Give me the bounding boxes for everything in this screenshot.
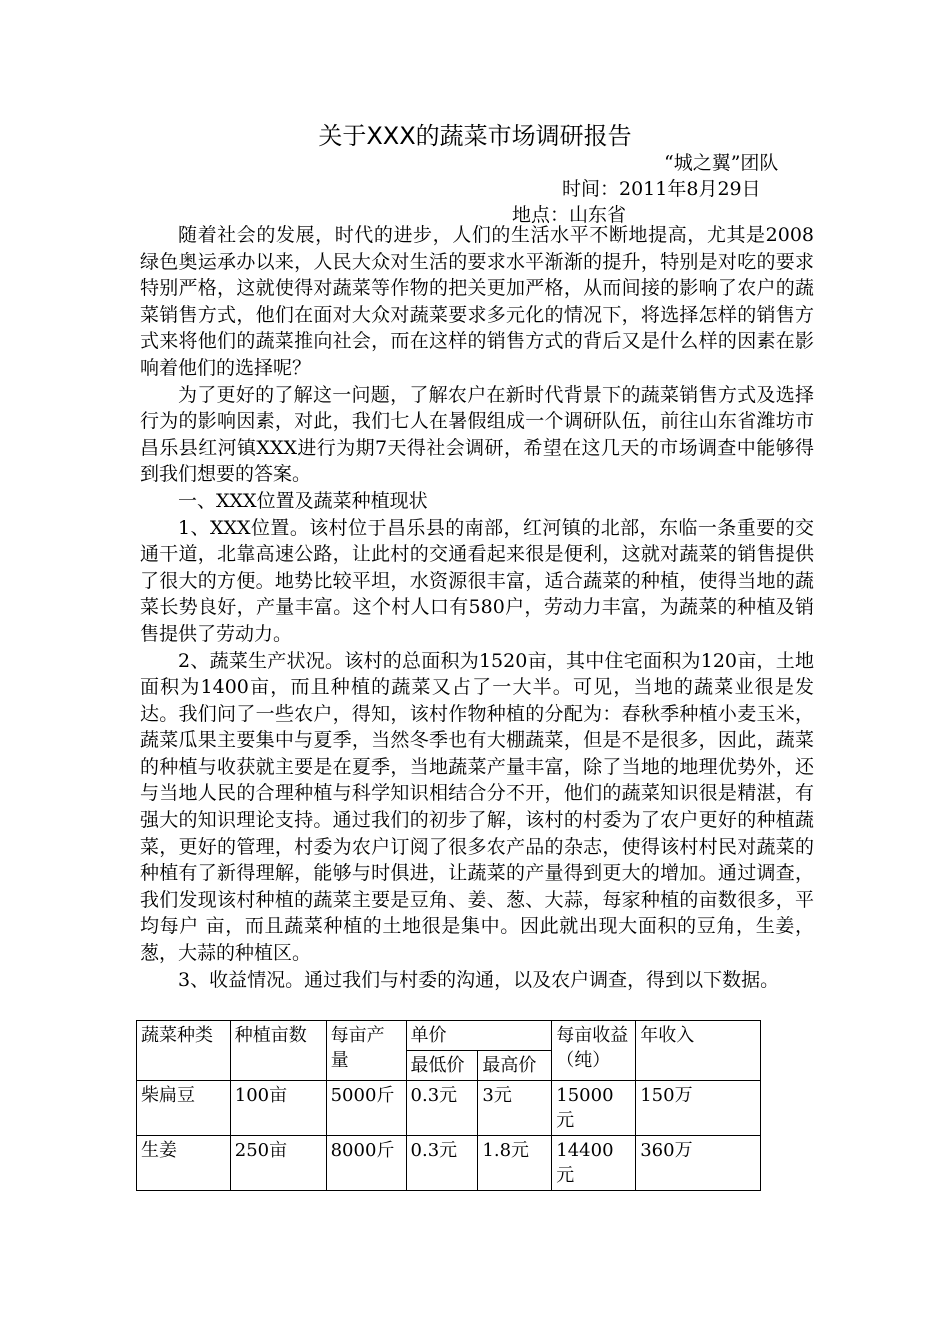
income-table: [136, 1020, 761, 1191]
page-title: 关于XXX的蔬菜市场调研报告: [318, 122, 632, 150]
header-area: 种植亩数: [230, 1021, 326, 1081]
header-annual-income: 年收入: [636, 1021, 761, 1081]
header-income-per-mu: 每亩收益（纯）: [552, 1021, 636, 1081]
table-row: [137, 1136, 761, 1191]
team-name: “城之翼”团队: [664, 152, 779, 174]
cell-price-high: 3元: [478, 1081, 552, 1136]
paragraph-purpose: 为了更好的了解这一问题，了解农户在新时代背景下的蔬菜销售方式及选择行为的影响因素，对此，我们七人在暑假组成一个调研队伍，前往山东省潍坊市昌乐县红河镇XXX进行为期7天得社会调研，希望在这几天的市场调查中能够得到我们想要的答案。: [140, 383, 814, 486]
header-price-high: 最高价: [478, 1051, 552, 1081]
paragraph-production: 2、蔬菜生产状况。该村的总面积为1520亩，其中住宅面积为120亩，土地面积为1400亩，而且种植的蔬菜又占了一大半。可见，当地的蔬菜业很是发达。我们问了一些农户，得知，该村作物种植的分配为：春秋季种植小麦玉米，蔬菜瓜果主要集中与夏季，当然冬季也有大棚蔬菜，但是不是很多，因此，蔬菜的种植与收获就主要是在夏季，当地蔬菜产量丰富，除了当地的地理优势外，还与当地人民的合理种植与科学知识相结合分不开，他们的蔬菜知识很是精湛，有强大的知识理论支持。通过我们的初步了解，该村的村委为了农户更好的种植蔬菜，更好的管理，村委为农户订阅了很多农产品的杂志，使得该村村民对蔬菜的种植有了新得理解，能够与时俱进，让蔬菜的产量得到更大的增加。通过调查，我们发现该村种植的蔬菜主要是豆角、姜、葱、大蒜，每家种植的亩数很多，平均每户 亩，而且蔬菜种植的土地很是集中。因此就出现大面积的豆角，生姜，葱，大蒜的种植区。: [140, 649, 814, 965]
paragraph-income: 3、收益情况。通过我们与村委的沟通，以及农户调查，得到以下数据。: [178, 968, 780, 991]
cell-income-per-mu: 14400元: [552, 1136, 636, 1191]
cell-yield: 8000斤: [326, 1136, 406, 1191]
cell-annual-income: 150万: [636, 1081, 761, 1136]
cell-vegetable: 生姜: [137, 1136, 231, 1191]
cell-vegetable: 柴扁豆: [137, 1081, 231, 1136]
cell-annual-income: 360万: [636, 1136, 761, 1191]
table-header-row: [137, 1021, 761, 1051]
header-yield: 每亩产量: [326, 1021, 406, 1081]
cell-price-low: 0.3元: [406, 1081, 478, 1136]
cell-area: 100亩: [230, 1081, 326, 1136]
table-row: [137, 1081, 761, 1136]
cell-price-high: 1.8元: [478, 1136, 552, 1191]
cell-income-per-mu: 15000元: [552, 1081, 636, 1136]
paragraph-location: 1、XXX位置。该村位于昌乐县的南部，红河镇的北部，东临一条重要的交通干道，北靠高速公路，让此村的交通看起来很是便利，这就对蔬菜的销售提供了很大的方便。地势比较平坦，水资源很丰富，适合蔬菜的种植，使得当地的蔬菜长势良好，产量丰富。这个村人口有580户，劳动力丰富，为蔬菜的种植及销售提供了劳动力。: [140, 516, 814, 645]
header-vegetable: 蔬菜种类: [137, 1021, 231, 1081]
report-body: [140, 222, 814, 993]
section-heading: 一、XXX位置及蔬菜种植现状: [178, 489, 428, 512]
cell-price-low: 0.3元: [406, 1136, 478, 1191]
cell-area: 250亩: [230, 1136, 326, 1191]
header-price-low: 最低价: [406, 1051, 478, 1081]
report-date: 时间：2011年8月29日: [562, 178, 761, 200]
paragraph-intro: 随着社会的发展，时代的进步，人们的生活水平不断地提高，尤其是2008绿色奥运承办以来，人民大众对生活的要求水平渐渐的提升，特别是对吃的要求特别严格，这就使得对蔬菜等作物的把关更加严格，从而间接的影响了农户的蔬菜销售方式，他们在面对大众对蔬菜要求多元化的情况下，将选择怎样的销售方式来将他们的蔬菜推向社会，而在这样的销售方式的背后又是什么样的因素在影响着他们的选择呢？: [140, 224, 814, 379]
report-location: 地点：山东省: [512, 204, 627, 226]
cell-yield: 5000斤: [326, 1081, 406, 1136]
header-price: 单价: [406, 1021, 552, 1051]
